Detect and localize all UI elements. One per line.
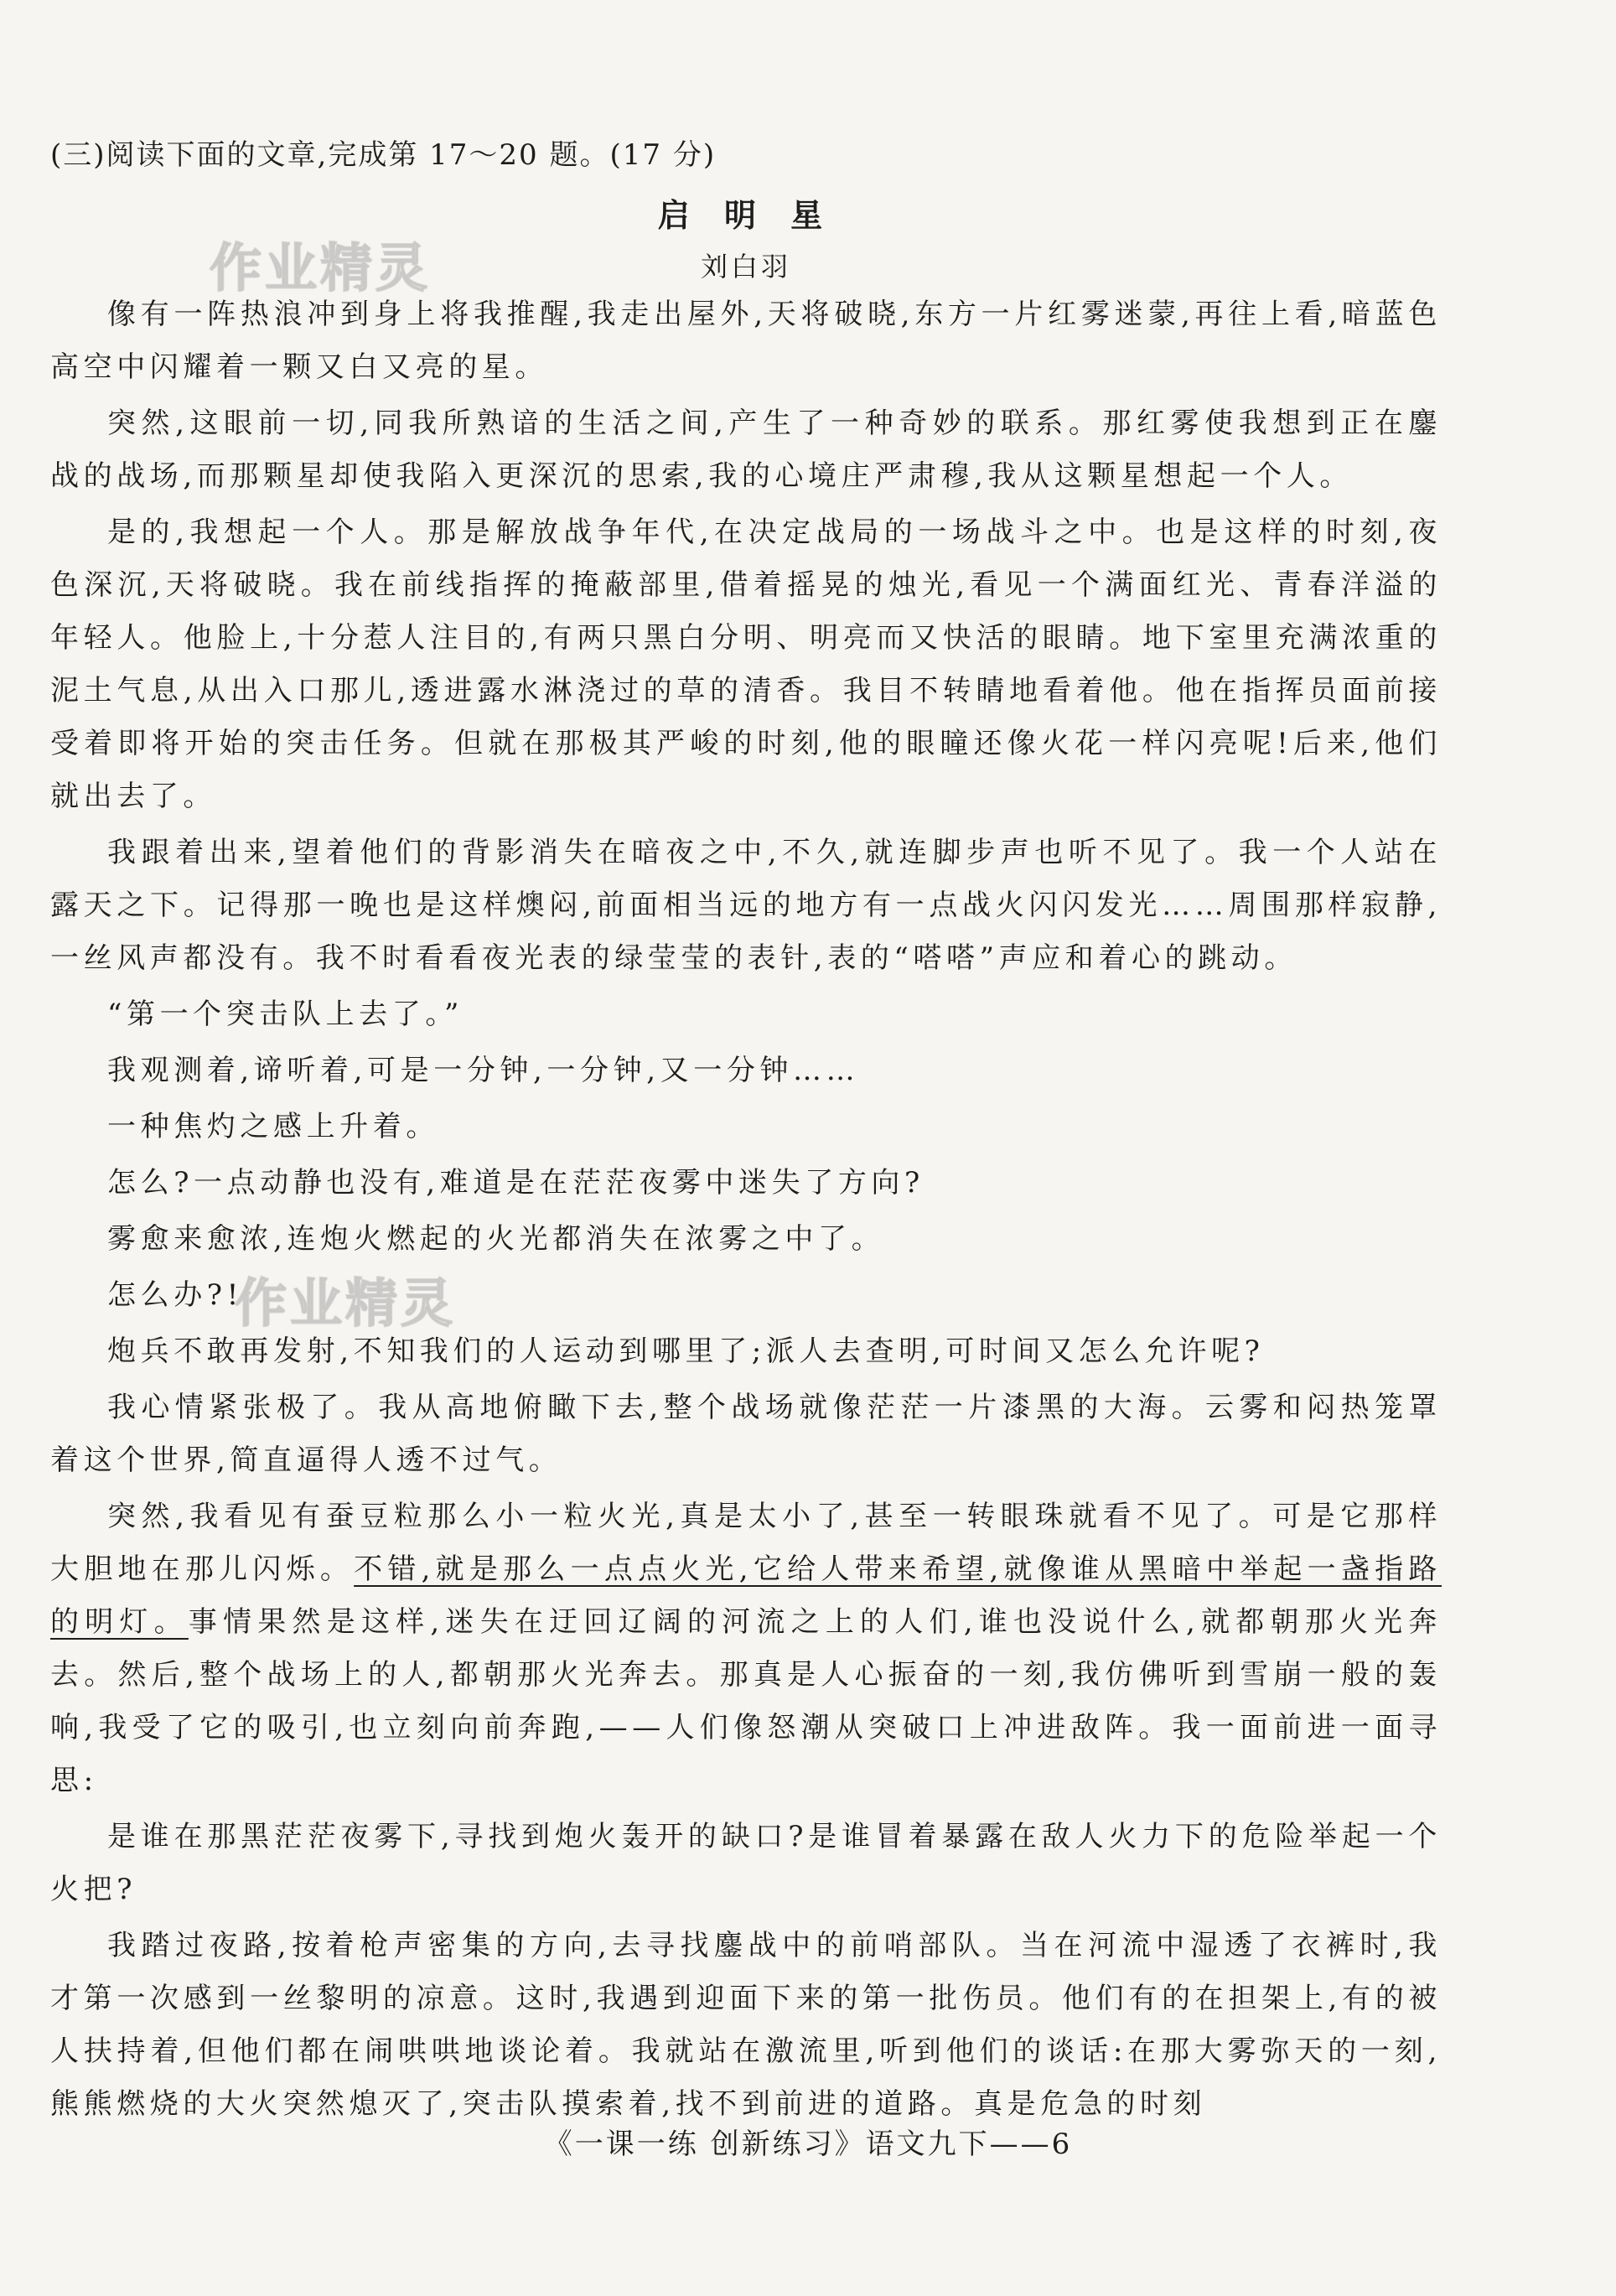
paragraph-with-underline: [50, 1490, 1442, 1807]
question-heading: (三)阅读下面的文章,完成第 17～20 题。(17 分): [50, 138, 717, 172]
article-author: 刘白羽: [700, 251, 791, 282]
paragraph: 是谁在那黑茫茫夜雾下,寻找到炮火轰开的缺口?是谁冒着暴露在敌人火力下的危险举起一个火把?: [50, 1820, 1442, 1906]
article-title: 启 明 星: [657, 196, 835, 234]
paragraph: 我观测着,谛听着,可是一分钟,一分钟,又一分钟……: [107, 1054, 860, 1087]
paragraph-text: 突然,我看见有蚕豆粒那么小一粒火光,真是太小了,甚至一转眼珠就看不见了。可是它那样大胆地在那儿闪烁。: [50, 1500, 1442, 1586]
paragraph: 怎么?一点动静也没有,难道是在茫茫夜雾中迷失了方向?: [107, 1166, 925, 1200]
paragraph: 雾愈来愈浓,连炮火燃起的火光都消失在浓雾之中了。: [107, 1222, 885, 1256]
article: [50, 126, 1442, 2134]
underlined-sentence: 不错,就是那么一点点火光,它给人带来希望,就像谁从黑暗中举起一盏指路的明灯。: [50, 1552, 1442, 1639]
watermark: 作业精灵: [210, 237, 432, 298]
paragraph: 我心情紧张极了。我从高地俯瞰下去,整个战场就像茫茫一片漆黑的大海。云雾和闷热笼罩着这个世界,简直逼得人透不过气。: [50, 1391, 1442, 1477]
paragraph: 怎么办?!: [107, 1278, 243, 1312]
paragraph: 一种焦灼之感上升着。: [107, 1110, 439, 1143]
page-footer: 《一课一练 创新练习》语文九下——6: [543, 2128, 1073, 2161]
paragraph: 像有一阵热浪冲到身上将我推醒,我走出屋外,天将破晓,东方一片红雾迷蒙,再往上看,暗蓝色高空中闪耀着一颗又白又亮的星。: [50, 298, 1442, 384]
paragraph: 我踏过夜路,按着枪声密集的方向,去寻找鏖战中的前哨部队。当在河流中湿透了衣裤时,我才第一次感到一丝黎明的凉意。这时,我遇到迎面下来的第一批伤员。他们有的在担架上,有的被人扶持着,但他们都在闹哄哄地谈论着。我就站在激流里,听到他们的谈话:在那大雾弥天的一刻,熊熊燃烧的大火突然熄灭了,突击队摸索着,找不到前进的道路。真是危急的时刻: [50, 1929, 1442, 2121]
paragraph: 是的,我想起一个人。那是解放战争年代,在决定战局的一场战斗之中。也是这样的时刻,夜色深沉,天将破晓。我在前线指挥的掩蔽部里,借着摇晃的烛光,看见一个满面红光、青春洋溢的年轻人。他脸上,十分惹人注目的,有两只黑白分明、明亮而又快活的眼睛。地下室里充满浓重的泥土气息,从出入口那儿,透进露水淋浇过的草的清香。我目不转睛地看着他。他在指挥员面前接受着即将开始的突击任务。但就在那极其严峻的时刻,他的眼瞳还像火花一样闪亮呢!后来,他们就出去了。: [50, 516, 1442, 813]
paragraph: “第一个突击队上去了。”: [107, 998, 464, 1031]
paragraph: 炮兵不敢再发射,不知我们的人运动到哪里了;派人去查明,可时间又怎么允许呢?: [107, 1335, 1265, 1368]
watermark: 作业精灵: [235, 1272, 457, 1334]
paragraph-text: 事情果然是这样,迷失在迂回辽阔的河流之上的人们,谁也没说什么,就都朝那火光奔去。然后,整个战场上的人,都朝那火光奔去。那真是人心振奋的一刻,我仿佛听到雪崩一般的轰响,我受了它的吸引,也立刻向前奔跑,——人们像怒潮从突破口上冲进敌阵。我一面前进一面寻思:: [50, 1605, 1442, 1797]
paragraph: 我跟着出来,望着他们的背影消失在暗夜之中,不久,就连脚步声也听不见了。我一个人站在露天之下。记得那一晚也是这样燠闷,前面相当远的地方有一点战火闪闪发光……周围那样寂静,一丝风声都没有。我不时看看夜光表的绿莹莹的表针,表的“嗒嗒”声应和着心的跳动。: [50, 836, 1442, 975]
paragraph: 突然,这眼前一切,同我所熟谙的生活之间,产生了一种奇妙的联系。那红雾使我想到正在鏖战的战场,而那颗星却使我陷入更深沉的思索,我的心境庄严肃穆,我从这颗星想起一个人。: [50, 407, 1442, 493]
